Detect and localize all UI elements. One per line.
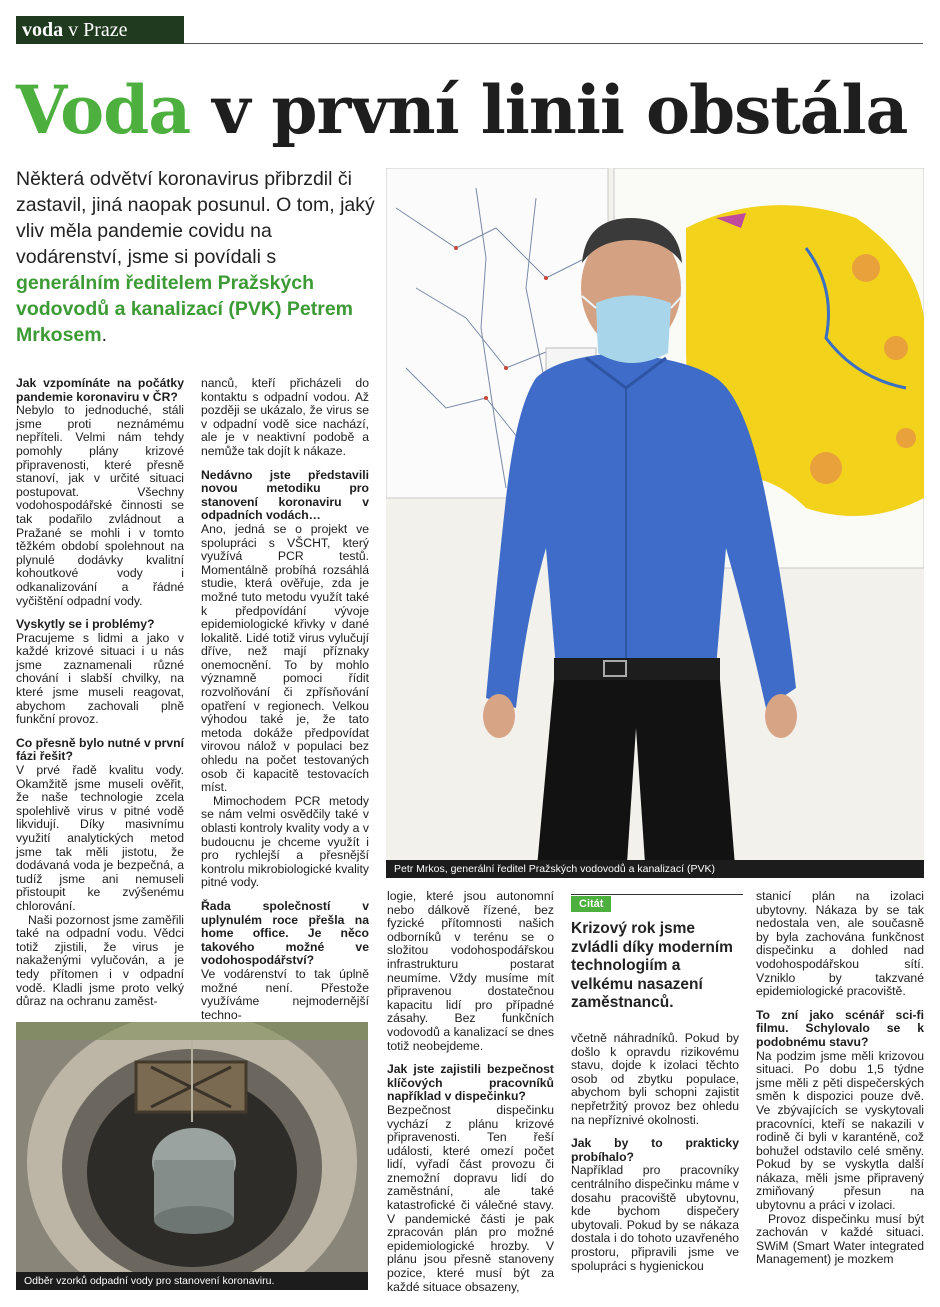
- answer-3-continued: Naši pozornost jsme zaměřili také na odpadní vodu. Vědci totiž zjistili, že virus je nakaženými vylučován, a je tedy přítomen i v odpadní vodě. Kladli jsme proto velký důraz na ochranu zaměst-: [16, 912, 184, 1009]
- answer-2: Pracujeme s lidmi a jako v každé krizové situaci i u nás jsme zaznamenali různé chování i slabší chvilky, na které jsme museli reagovat, abychom zachovali plně funkční provoz.: [16, 630, 184, 727]
- headline-green: Voda: [16, 71, 191, 149]
- question-3: Co přesně bylo nutné v první fázi řešit?: [16, 735, 184, 764]
- portrait-illustration: [386, 168, 924, 878]
- question-5: Řada společností v uplynulém roce přešla na home office. Je něco takového možné ve vodohospodářství?: [201, 898, 369, 968]
- question-8: To zní jako scénář sci-fi filmu. Schylovalo se k podobnému stavu?: [756, 1007, 924, 1049]
- quote-box: [571, 894, 741, 1013]
- section-header: [16, 16, 923, 46]
- lead-plain: Některá odvětví koronavirus přibrzdil či zastavil, jiná naopak posunul. O tom, jaký vliv měla pandemie covidu na vodárenství, jsme si povídali s: [16, 168, 375, 268]
- question-2: Vyskytly se i problémy?: [16, 617, 155, 632]
- answer-6-continued: včetně náhradníků. Pokud by došlo k opravdu rizikovému stavu, dojde k izolaci těchto osob od zbytku populace, abychom byli schopni zajistit nepřetržitý provoz bez ohledu na nepříznivé okolnosti.: [571, 1031, 739, 1127]
- answer-6: Bezpečnost dispečinku vychází z plánu krizové připravenosti. Ten řeší události, které omezí počet lidí, vyřadí část provozu či znemožní dopravu lidí do zaměstnání, ale také katastrofické či válečné stavy. V pandemické části je pak zpracován plán pro možné epidemiologické hrozby. V plánu jsou přesně stanoveny pozice, které musí být za každé situace obsazeny,: [387, 1102, 554, 1294]
- question-1: Jak vzpomínáte na počátky pandemie koronaviru v ČR?: [16, 376, 184, 404]
- headline: [16, 70, 926, 150]
- answer-4: Ano, jedná se o projekt ve spolupráci s VŠCHT, který využívá PCR testů. Momentálně probíhá rozsáhlá studie, která ověřuje, zda je možné tuto metodu využít také k předpovídání vývoje epidemiologické křivky v dané lokalitě. Lidé totiž virus vylučují dříve, než mají příznaky onemocnění. To by mohlo významně pomoci řídit rozvolňování či zpřísňování opatření v regionech. Velkou výhodou také je, že tato metoda dokáže předpovídat virovou nálož v populaci bez ohledu na počet testovaných osob či kapacitě testovacích míst.: [201, 521, 369, 795]
- question-6: Jak jste zajistili bezpečnost klíčových pracovníků například v dispečinku?: [387, 1062, 554, 1104]
- answer-4-continued: Mimochodem PCR metody se nám velmi osvědčily také v oblasti kontroly kvality vody a v budoucnu je chceme využít i pro rychlejší a přesnější kontrolu mikrobiologické kvality pitné vody.: [201, 793, 369, 890]
- answer-8: Na podzim jsme měli krizovou situaci. Po dobu 1,5 týdne jsme měli z pěti dispečerských směn k dispozici pouze dvě. Ve zbývajících se vyskytovali pracovníci, kteří se nakazili v rodině či byli v karanténě, což bohužel odstavilo celé směny. Pokud by se vyskytla další nákaza, měli jsme připravený zmiňovaný přesun na ubytovnu a práci v izolaci.: [756, 1048, 924, 1213]
- answer-1: Nebylo to jednoduché, stáli jsme proti neznámému nepříteli. Velmi nám tehdy pomohly plány krizové připravenosti, které přesně stanoví, jak v určité situaci postupovat. Všechny vodohospodářské činnosti se tak podařilo zvládnout a Pražané se mohli i v tomto těžkém období spolehnout na plynulé dodávky kvalitní kohoutkové vody i odkanalizování a řádné vyčištění odpadní vody.: [16, 403, 184, 608]
- lead-green: generálním ředitelem Pražských vodovodů a kanalizací (PVK) Petrem Mrkosem: [16, 272, 354, 346]
- answer-5-continued: logie, které jsou autonomní nebo dálkově řízené, bez fyzické přítomnosti našich odborníků v terénu se o složitou vodohospodářskou infrastrukturu postarat neumíme. Vždy musíme mít připravenou dostatečnou kapacitu lidí pro případné zásahy. Bez funkčních vodovodů a kanalizací se dnes totiž neobejdeme.: [387, 889, 554, 1053]
- headline-rest: v první linii obstála: [190, 71, 908, 149]
- section-rule: [184, 43, 923, 44]
- section-label: [16, 16, 184, 44]
- quote-rule: [571, 894, 743, 895]
- answer-8-continued: Provoz dispečinku musí být zachován v každé situaci. SWiM (Smart Water integrated Management) je mozkem: [756, 1211, 924, 1267]
- answer-7: Například pro pracovníky centrálního dispečinku máme v dosahu pracoviště ubytovnu, kde bychom dispečery ubytovali. Pokud by se nákaza dostala i do tohoto uzavřeného prostoru, připravili jsme ve spolupráci s hygienickou: [571, 1163, 740, 1273]
- sampling-photo: [16, 1022, 368, 1290]
- sampling-caption: Odběr vzorků odpadní vody pro stanovení koronaviru.: [16, 1272, 368, 1290]
- column-1: [16, 377, 184, 1009]
- question-7: Jak by to prakticky probíhalo?: [571, 1136, 739, 1164]
- answer-3: V prvé řadě kvalitu vody. Okamžitě jsme museli ověřit, že naše technologie zcela spolehlivě virus v pitné vodě likvidují. Díky masivnímu využití analytických metod jsme tak měli jistotu, že dodávaná voda je bezpečná, a tudíž jsme ani nemuseli přistoupit ke zvýšenému chlorování.: [16, 763, 184, 913]
- quote-tag: Citát: [571, 896, 611, 912]
- answer-7-continued: stanicí plán na izolaci ubytovny. Nákaza by se tak nedostala ven, ale současně by byla zachována funkčnost dispečinku a dohled nad vodohospodářskou sítí. Vzniklo by takzvané epidemiologické pracoviště.: [756, 889, 924, 999]
- portrait-caption: Petr Mrkos, generální ředitel Pražských vodovodů a kanalizací (PVK): [386, 860, 924, 878]
- quote-text: Krizový rok jsme zvládli díky moderním technologiím a velkému nasazení zaměstnanců.: [571, 920, 733, 1011]
- portrait-photo: [386, 168, 924, 878]
- lead-end: .: [101, 324, 108, 346]
- section-label-bold: voda: [22, 19, 64, 41]
- section-label-thin: v Praze: [63, 19, 128, 41]
- column-5: [756, 890, 924, 1267]
- column-3: [387, 890, 554, 1294]
- answer-5: Ve vodárenství to tak úplně možné není. Přestože využíváme nejmodernější techno-: [201, 966, 369, 1022]
- sampling-illustration: [16, 1022, 368, 1290]
- column-2: [201, 377, 369, 1022]
- answer-3-end: nanců, kteří přicházeli do kontaktu s odpadní vodou. Až později se ukázalo, že virus se v odpadní vodě sice nachází, ale je v neaktivní podobě a nemůže tak dojít k nákaze.: [201, 376, 369, 458]
- question-4: Nedávno jste představili novou metodiku pro stanovení koronaviru v odpadních vodách…: [201, 467, 369, 523]
- column-4: [571, 1032, 739, 1273]
- lead-paragraph: [16, 166, 376, 348]
